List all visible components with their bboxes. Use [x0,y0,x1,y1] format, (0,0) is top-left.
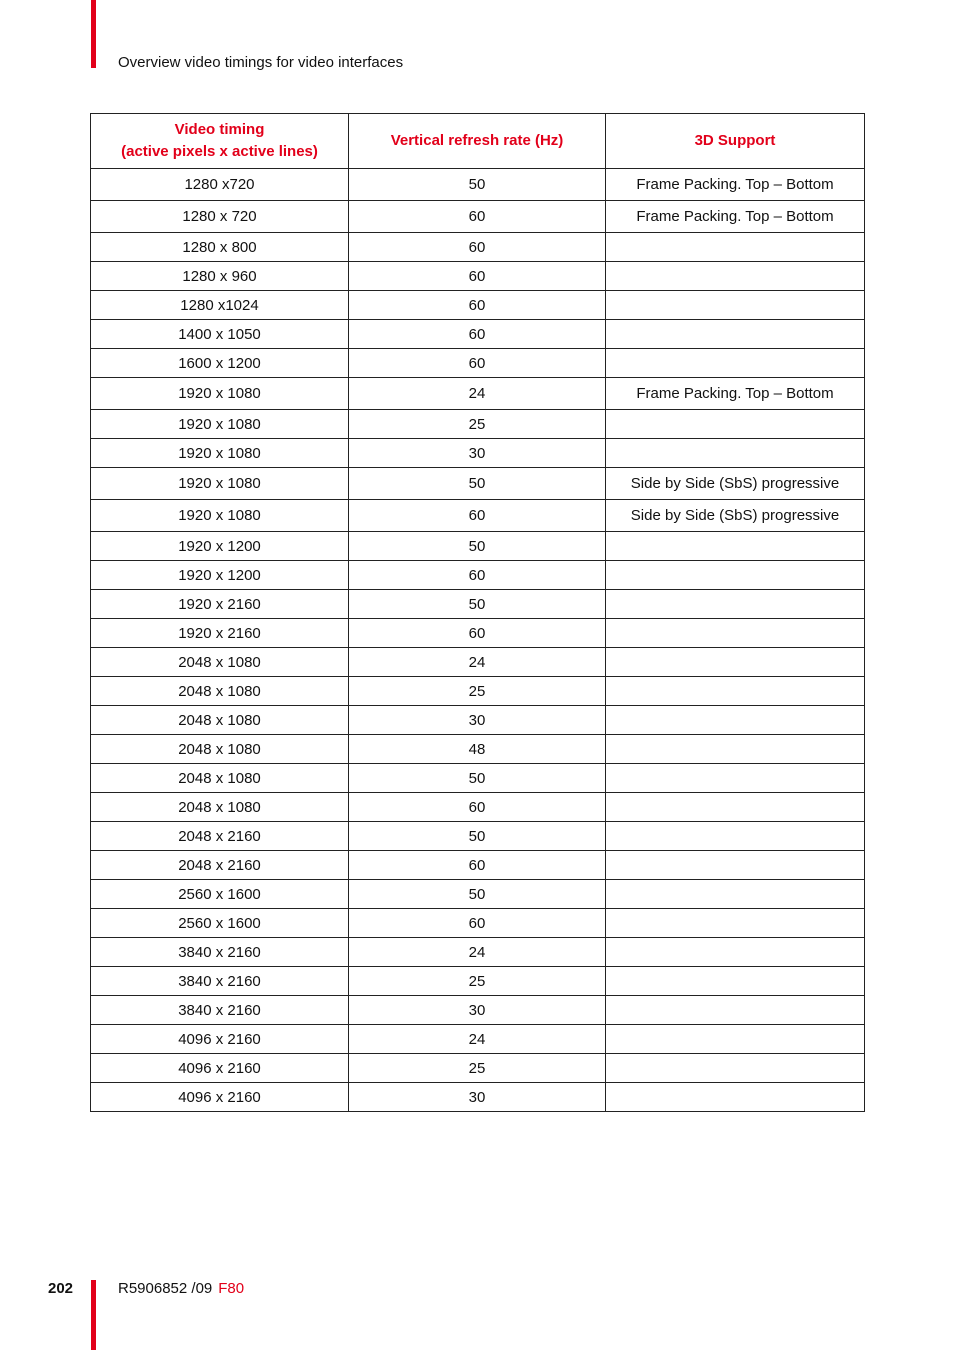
table-row [91,468,865,500]
cell-refresh-rate: 30 [349,706,606,735]
cell-video-timing: 2048 x 1080 [91,706,349,735]
cell-refresh-rate: 24 [349,1025,606,1054]
cell-refresh-rate: 60 [349,793,606,822]
table-row [91,233,865,262]
cell-video-timing: 2560 x 1600 [91,909,349,938]
cell-3d-support [606,851,865,880]
column-header-3d-support: 3D Support [606,114,865,169]
table-body [91,169,865,1112]
cell-3d-support: Side by Side (SbS) progressive [606,500,865,532]
cell-refresh-rate: 24 [349,648,606,677]
table-row [91,349,865,378]
cell-refresh-rate: 60 [349,262,606,291]
table-row [91,735,865,764]
table-row [91,1054,865,1083]
page-number: 202 [48,1280,74,1297]
cell-3d-support [606,967,865,996]
cell-video-timing: 1920 x 2160 [91,619,349,648]
cell-3d-support [606,793,865,822]
cell-refresh-rate: 50 [349,764,606,793]
table-row [91,201,865,233]
cell-3d-support [606,320,865,349]
table-row [91,996,865,1025]
model-name: F80 [218,1280,245,1297]
cell-3d-support [606,410,865,439]
cell-refresh-rate: 60 [349,851,606,880]
cell-video-timing: 2048 x 1080 [91,677,349,706]
accent-bar-bottom [91,1280,96,1350]
cell-video-timing: 2048 x 2160 [91,851,349,880]
table-row [91,706,865,735]
cell-3d-support [606,909,865,938]
cell-refresh-rate: 60 [349,320,606,349]
cell-refresh-rate: 60 [349,561,606,590]
cell-3d-support [606,648,865,677]
cell-refresh-rate: 50 [349,822,606,851]
cell-3d-support [606,735,865,764]
cell-3d-support [606,233,865,262]
accent-bar-top [91,0,96,68]
cell-video-timing: 3840 x 2160 [91,996,349,1025]
cell-refresh-rate: 25 [349,410,606,439]
cell-refresh-rate: 60 [349,909,606,938]
cell-video-timing: 1920 x 1080 [91,500,349,532]
cell-video-timing: 1920 x 1080 [91,410,349,439]
cell-refresh-rate: 50 [349,590,606,619]
cell-refresh-rate: 60 [349,619,606,648]
cell-refresh-rate: 24 [349,378,606,410]
cell-3d-support [606,349,865,378]
cell-3d-support [606,1054,865,1083]
document-reference [118,1280,244,1297]
video-timings-table [90,113,865,1112]
table-row [91,822,865,851]
table-row [91,291,865,320]
cell-3d-support [606,590,865,619]
cell-refresh-rate: 25 [349,677,606,706]
cell-video-timing: 1920 x 1200 [91,532,349,561]
cell-video-timing: 1920 x 1080 [91,439,349,468]
cell-refresh-rate: 30 [349,1083,606,1112]
cell-3d-support [606,1083,865,1112]
table-row [91,320,865,349]
table-row [91,764,865,793]
cell-3d-support: Frame Packing. Top – Bottom [606,169,865,201]
cell-video-timing: 1280 x 800 [91,233,349,262]
cell-video-timing: 2048 x 1080 [91,764,349,793]
cell-video-timing: 1920 x 1200 [91,561,349,590]
cell-3d-support [606,291,865,320]
cell-refresh-rate: 30 [349,439,606,468]
cell-video-timing: 1280 x720 [91,169,349,201]
cell-video-timing: 3840 x 2160 [91,967,349,996]
cell-video-timing: 1280 x1024 [91,291,349,320]
cell-video-timing: 2048 x 2160 [91,822,349,851]
cell-video-timing: 1280 x 960 [91,262,349,291]
table-row [91,677,865,706]
cell-video-timing: 1280 x 720 [91,201,349,233]
table-row [91,169,865,201]
cell-3d-support: Side by Side (SbS) progressive [606,468,865,500]
cell-3d-support [606,677,865,706]
cell-refresh-rate: 25 [349,967,606,996]
table-row [91,648,865,677]
cell-video-timing: 4096 x 2160 [91,1083,349,1112]
column-header-video-timing [91,114,349,169]
cell-video-timing: 1920 x 1080 [91,468,349,500]
cell-3d-support [606,938,865,967]
cell-3d-support [606,619,865,648]
table-row [91,619,865,648]
cell-video-timing: 2048 x 1080 [91,735,349,764]
cell-refresh-rate: 50 [349,880,606,909]
table-row [91,938,865,967]
column-header-refresh-rate: Vertical refresh rate (Hz) [349,114,606,169]
cell-refresh-rate: 60 [349,291,606,320]
cell-refresh-rate: 50 [349,169,606,201]
cell-video-timing: 1920 x 1080 [91,378,349,410]
cell-video-timing: 1920 x 2160 [91,590,349,619]
table-row [91,262,865,291]
cell-3d-support [606,1025,865,1054]
table-row [91,1083,865,1112]
cell-refresh-rate: 60 [349,349,606,378]
table-row [91,532,865,561]
cell-3d-support [606,532,865,561]
table-header-row [91,114,865,169]
cell-video-timing: 4096 x 2160 [91,1054,349,1083]
table-row [91,561,865,590]
cell-3d-support [606,706,865,735]
cell-3d-support [606,822,865,851]
cell-video-timing: 4096 x 2160 [91,1025,349,1054]
cell-refresh-rate: 24 [349,938,606,967]
cell-3d-support [606,764,865,793]
cell-3d-support [606,439,865,468]
table-row [91,793,865,822]
table-row [91,439,865,468]
cell-refresh-rate: 60 [349,201,606,233]
cell-refresh-rate: 30 [349,996,606,1025]
cell-refresh-rate: 25 [349,1054,606,1083]
cell-3d-support [606,561,865,590]
document-number: R5906852 /09 [118,1280,213,1297]
column-header-line: (active pixels x active lines) [121,143,318,160]
table-row [91,909,865,938]
cell-3d-support [606,880,865,909]
table-row [91,967,865,996]
table-row [91,851,865,880]
cell-video-timing: 2048 x 1080 [91,793,349,822]
cell-video-timing: 2048 x 1080 [91,648,349,677]
cell-3d-support [606,262,865,291]
cell-3d-support [606,996,865,1025]
cell-refresh-rate: 50 [349,532,606,561]
cell-video-timing: 3840 x 2160 [91,938,349,967]
table-row [91,378,865,410]
table-row [91,880,865,909]
section-title: Overview video timings for video interfaces [118,54,404,71]
table-row [91,1025,865,1054]
table-row [91,590,865,619]
cell-refresh-rate: 50 [349,468,606,500]
cell-refresh-rate: 60 [349,500,606,532]
cell-video-timing: 1400 x 1050 [91,320,349,349]
cell-refresh-rate: 60 [349,233,606,262]
table-row [91,500,865,532]
cell-3d-support: Frame Packing. Top – Bottom [606,201,865,233]
cell-3d-support: Frame Packing. Top – Bottom [606,378,865,410]
table-row [91,410,865,439]
cell-refresh-rate: 48 [349,735,606,764]
cell-video-timing: 2560 x 1600 [91,880,349,909]
cell-video-timing: 1600 x 1200 [91,349,349,378]
column-header-line: Video timing [174,121,265,138]
